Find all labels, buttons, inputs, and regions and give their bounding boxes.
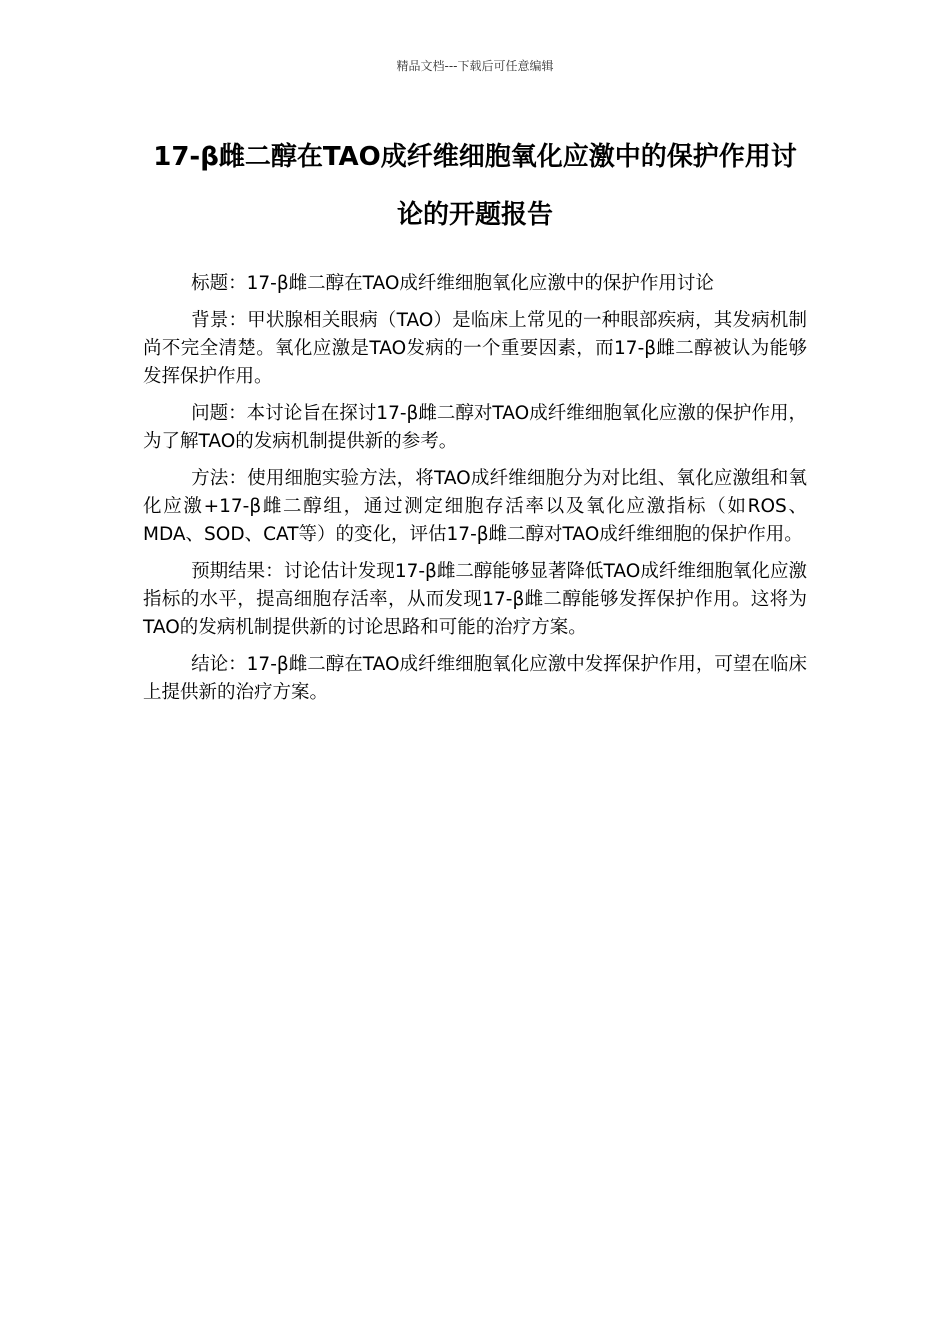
section-label: 标题：: [191, 273, 247, 294]
section-expected-results: [143, 558, 807, 642]
section-text: 本讨论旨在探讨17-β雌二醇对TAO成纤维细胞氧化应激的保护作用，为了解TAO的发病机制提供新的参考。: [143, 403, 807, 452]
document-body: [143, 270, 807, 716]
section-label: 方法：: [191, 468, 248, 489]
section-text: 17-β雌二醇在TAO成纤维细胞氧化应激中发挥保护作用，可望在临床上提供新的治疗方案。: [143, 654, 807, 703]
section-conclusion: [143, 651, 807, 707]
document-title: 17-β雌二醇在TAO成纤维细胞氧化应激中的保护作用讨论的开题报告: [153, 142, 797, 230]
section-label: 结论：: [191, 654, 247, 675]
section-method: [143, 465, 807, 549]
section-background: [143, 307, 807, 391]
section-label: 背景：: [191, 310, 248, 331]
section-question: [143, 400, 807, 456]
section-label: 预期结果：: [191, 561, 284, 582]
section-text: 17-β雌二醇在TAO成纤维细胞氧化应激中的保护作用讨论: [246, 273, 714, 294]
header-note: 精品文档---下载后可任意编辑: [396, 59, 554, 73]
section-text: 讨论估计发现17-β雌二醇能够显著降低TAO成纤维细胞氧化应激指标的水平，提高细胞存活率，从而发现17-β雌二醇能够发挥保护作用。这将为TAO的发病机制提供新的讨论思路和可能的治疗方案。: [143, 561, 807, 638]
section-label: 问题：: [191, 403, 247, 424]
section-text: 甲状腺相关眼病（TAO）是临床上常见的一种眼部疾病，其发病机制尚不完全清楚。氧化应激是TAO发病的一个重要因素，而17-β雌二醇被认为能够发挥保护作用。: [143, 310, 807, 387]
section-title: [143, 270, 807, 298]
section-text: 使用细胞实验方法，将TAO成纤维细胞分为对比组、氧化应激组和氧化应激+17-β雌二醇组，通过测定细胞存活率以及氧化应激指标（如ROS、MDA、SOD、CAT等）的变化，评估17-β雌二醇对TAO成纤维细胞的保护作用。: [143, 468, 807, 545]
